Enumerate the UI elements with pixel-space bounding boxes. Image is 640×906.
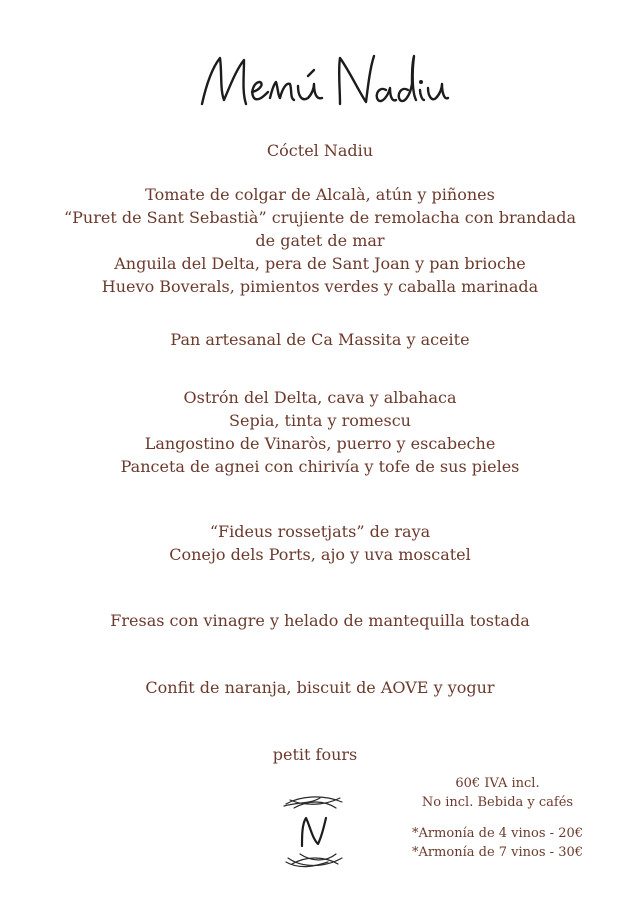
course-item: Sepia, tinta y romescu [229,411,411,430]
menu-title [0,46,640,116]
course-item: “Fideus rossetjats” de raya [209,522,431,541]
wine-pairing-7: *Armonía de 7 vinos - 30€ [411,845,584,860]
course-item: “Puret de Sant Sebastià” crujiente de remolacha con brandada [63,208,577,227]
section-petit-fours [0,743,640,766]
course-cocktail: Cóctel Nadiu [266,141,374,160]
section-pre-dessert [0,609,640,632]
course-item: Langostino de Vinaròs, puerro y escabeche [144,434,496,453]
course-dessert: Confit de naranja, biscuit de AOVE y yogur [145,678,495,697]
nest-logo-icon [280,792,350,872]
section-cocktail [0,139,640,162]
course-pre-dessert: Fresas con vinagre y helado de mantequilla tostada [110,611,530,630]
price-note: No incl. Bebida y cafés [421,795,574,810]
course-item: Panceta de agnei con chirivía y tofe de sus pieles [120,457,520,476]
wine-pairing-block [390,824,605,862]
course-item: Anguila del Delta, pera de Sant Joan y pan brioche [114,254,526,273]
course-item: Tomate de colgar de Alcalà, atún y piñones [145,185,495,204]
section-seafood [0,386,640,478]
pricing-block [390,774,605,812]
course-item: Ostrón del Delta, cava y albahaca [183,388,457,407]
section-dessert [0,676,640,699]
course-bread: Pan artesanal de Ca Massita y aceite [170,330,470,349]
course-item: de gatet de mar [255,231,385,250]
section-starters [0,183,640,298]
section-bread [0,328,640,351]
price-label: 60€ IVA incl. [455,776,540,791]
course-item: Huevo Boverals, pimientos verdes y caballa marinada [101,277,539,296]
course-item: Conejo dels Ports, ajo y uva moscatel [169,545,471,564]
menu-title-script [190,46,450,116]
section-mains [0,520,640,566]
course-petit-fours: petit fours [272,745,358,764]
wine-pairing-4: *Armonía de 4 vinos - 20€ [411,826,584,841]
